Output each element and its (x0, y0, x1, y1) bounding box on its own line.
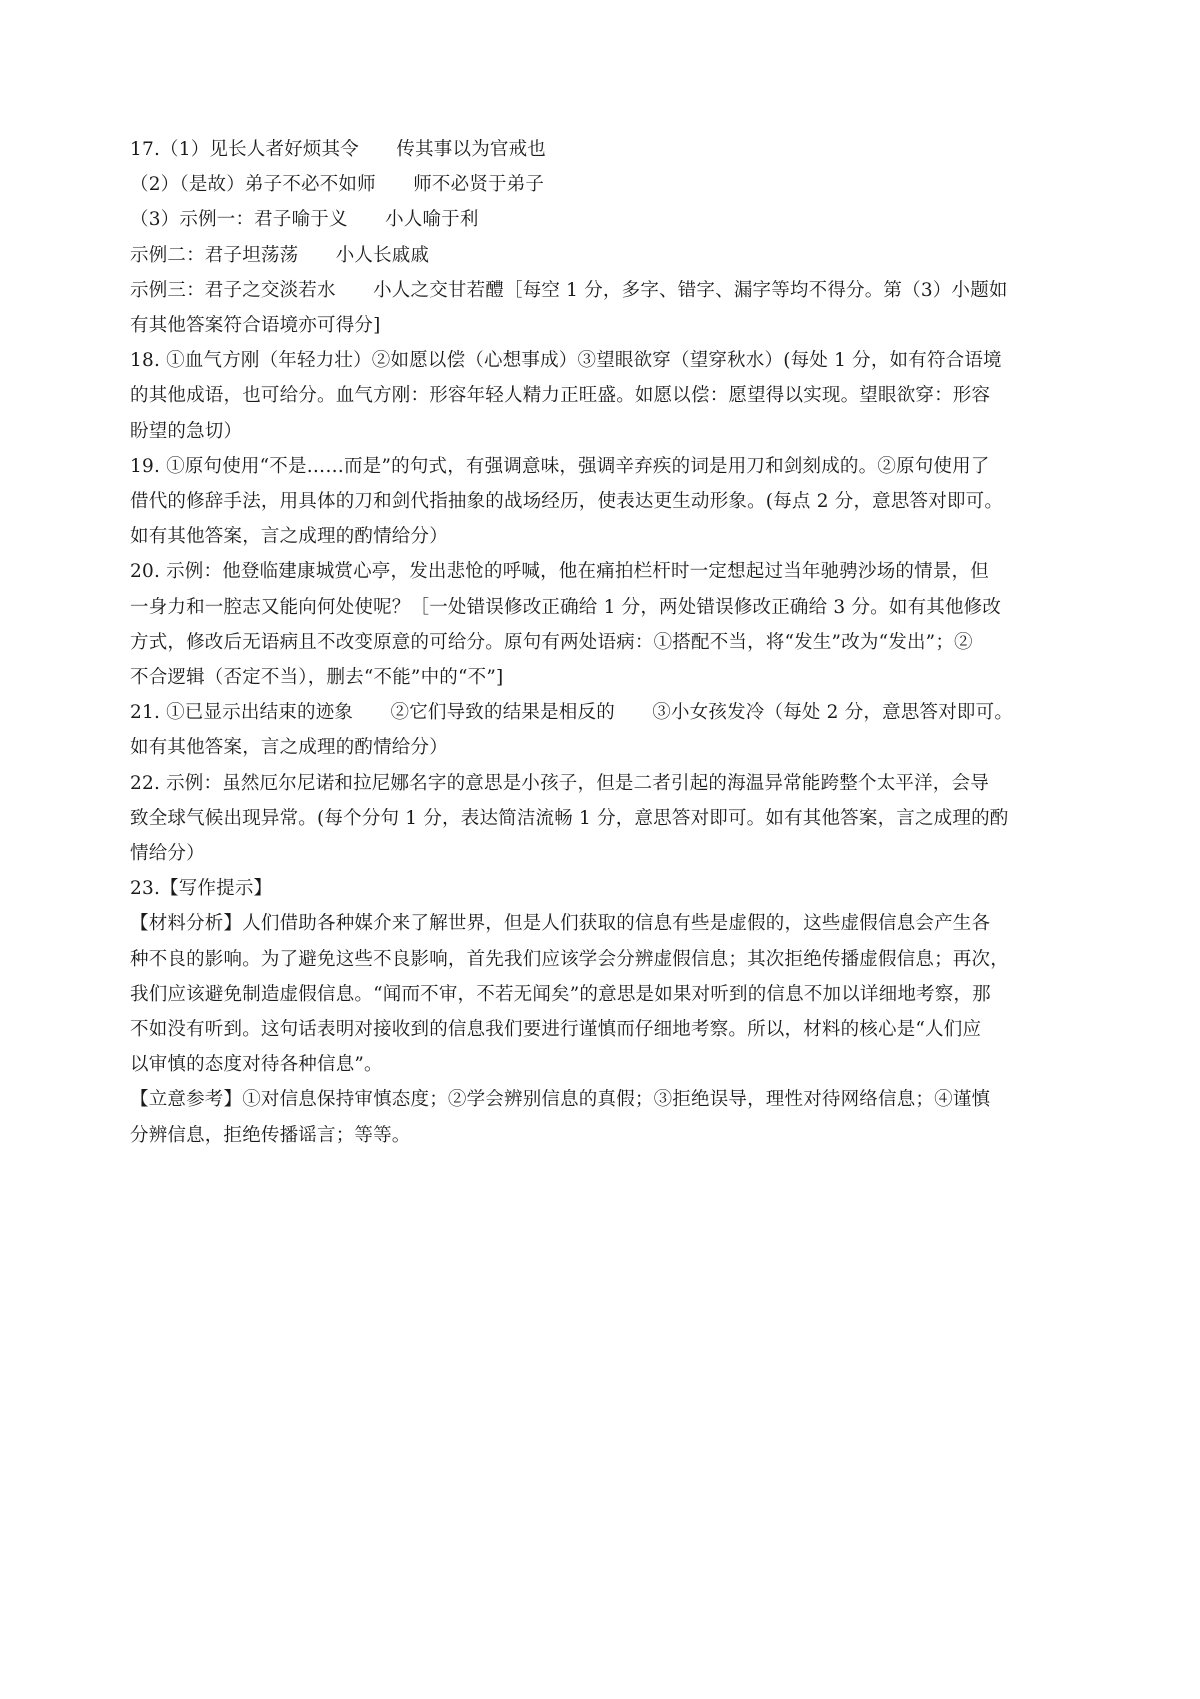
material-analysis-line-1: 【材料分析】人们借助各种媒介来了解世界，但是人们获取的信息有些是虚假的，这些虚假信息会产生各 (130, 913, 991, 935)
answer-20-line-4: 不合逻辑（否定不当），删去“不能”中的“不”] (130, 667, 504, 689)
answer-18-line-3: 盼望的急切） (130, 420, 243, 442)
answer-19-line-1: 19. ①原句使用“不是……而是”的句式，有强调意味，强调辛弃疾的词是用刀和剑刻成的。②原句使用了 (130, 455, 990, 477)
answer-17-line-5: 示例三：君子之交淡若水 小人之交甘若醴［每空 1 分，多字、错字、漏字等均不得分。第（3）小题如 (130, 279, 1008, 301)
answer-22-line-1: 22. 示例：虽然厄尔尼诺和拉尼娜名字的意思是小孩子，但是二者引起的海温异常能跨整个太平洋，会导 (130, 772, 989, 794)
answer-21-line-2: 如有其他答案，言之成理的酌情给分） (130, 737, 448, 759)
answer-18-line-1: 18. ①血气方刚（年轻力壮）②如愿以偿（心想事成）③望眼欲穿（望穿秋水）(每处 1 分，如有符合语境 (130, 350, 1002, 372)
answer-23-heading: 23.【写作提示】 (130, 878, 273, 900)
answer-17-line-6: 有其他答案符合语境亦可得分] (130, 315, 381, 337)
material-analysis-line-3: 我们应该避免制造虚假信息。“闻而不审，不若无闻矣”的意思是如果对听到的信息不加以详细地考察，那 (130, 983, 991, 1005)
theme-reference-line-1: 【立意参考】①对信息保持审慎态度；②学会辨别信息的真假；③拒绝误导，理性对待网络信息；④谨慎 (130, 1089, 991, 1111)
theme-reference-line-2: 分辨信息，拒绝传播谣言；等等。 (130, 1124, 411, 1146)
answer-22-line-3: 情给分） (130, 843, 205, 865)
answer-20-line-3: 方式，修改后无语病且不改变原意的可给分。原句有两处语病：①搭配不当，将“发生”改为“发出”；② (130, 631, 973, 653)
answer-20-line-2: 一身力和一腔志又能向何处使呢？［一处错误修改正确给 1 分，两处错误修改正确给 3 分。如有其他修改 (130, 596, 1002, 618)
material-analysis-line-5: 以审慎的态度对待各种信息”。 (130, 1054, 383, 1076)
answer-21-line-1: 21. ①已显示出结束的迹象 ②它们导致的结果是相反的 ③小女孩发冷（每处 2 分，意思答对即可。 (130, 702, 1014, 724)
material-analysis-line-2: 种不良的影响。为了避免这些不良影响，首先我们应该学会分辨虚假信息；其次拒绝传播虚假信息；再次， (130, 948, 1009, 970)
answer-19-line-3: 如有其他答案，言之成理的酌情给分） (130, 526, 448, 548)
answer-18-line-2: 的其他成语，也可给分。血气方刚：形容年轻人精力正旺盛。如愿以偿：愿望得以实现。望眼欲穿：形容 (130, 385, 991, 407)
answer-19-line-2: 借代的修辞手法，用具体的刀和剑代指抽象的战场经历，使表达更生动形象。(每点 2 分，意思答对即可。 (130, 491, 1004, 513)
answer-17-line-4: 示例二：君子坦荡荡 小人长戚戚 (130, 244, 430, 266)
answer-17-line-3: （3）示例一：君子喻于义 小人喻于利 (130, 209, 479, 231)
answer-17-line-2: （2）（是故）弟子不必不如师 师不必贤于弟子 (130, 174, 545, 196)
answer-17-line-1: 17.（1）见长人者好烦其令 传其事以为官戒也 (130, 139, 546, 160)
answer-22-line-2: 致全球气候出现异常。(每个分句 1 分，表达简洁流畅 1 分，意思答对即可。如有其他答案，言之成理的酌 (130, 807, 1009, 829)
material-analysis-line-4: 不如没有听到。这句话表明对接收到的信息我们要进行谨慎而仔细地考察。所以，材料的核心是“人们应 (130, 1019, 982, 1041)
answer-20-line-1: 20. 示例：他登临建康城赏心亭，发出悲怆的呼喊，他在痛拍栏杆时一定想起过当年驰骋沙场的情景，但 (130, 561, 989, 583)
